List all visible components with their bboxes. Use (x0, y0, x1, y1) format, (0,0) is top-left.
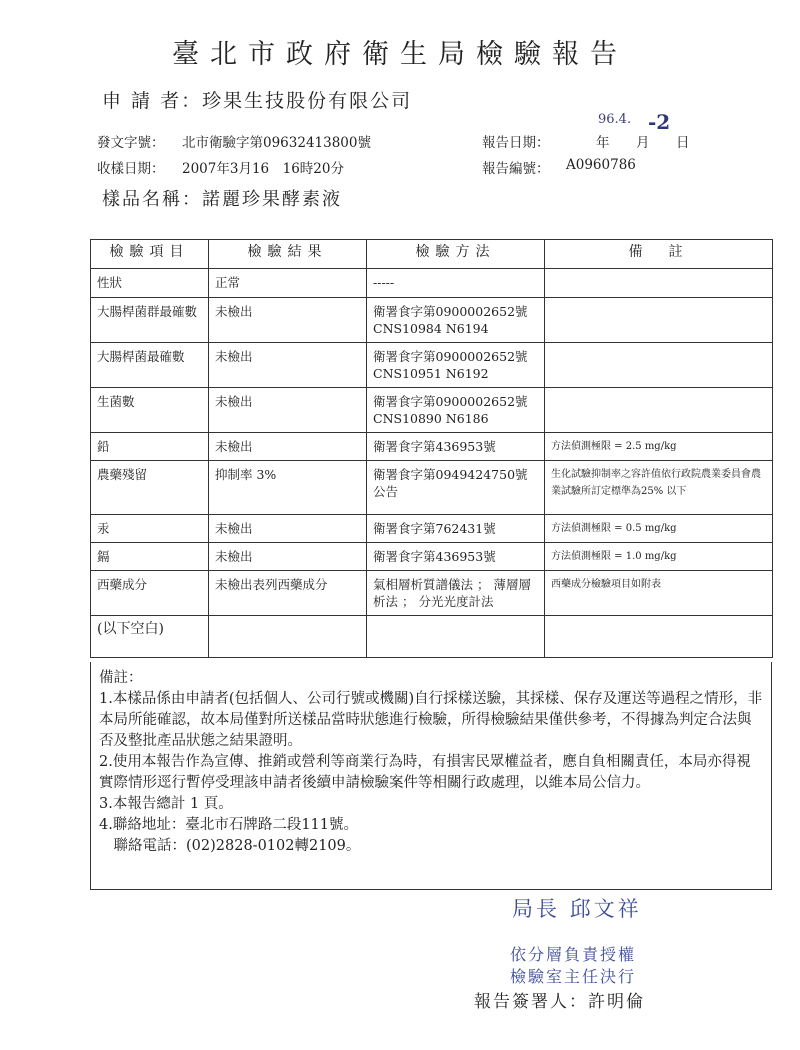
report-date-label: 報告日期： (482, 135, 550, 151)
row-item: 鉛 (91, 433, 209, 461)
row-result: 未檢出 (209, 388, 367, 433)
row-note: 生化試驗抑制率之容許值依行政院農業委員會農業試驗所訂定標準為25% 以下 (545, 461, 773, 515)
table-row (91, 269, 773, 298)
row-note (545, 269, 773, 298)
remark-item: 2.使用本報告作為宣傳、推銷或營利等商業行為時，有損害民眾權益者，應自負相關責任，本局亦得視實際情形逕行暫停受理該申請者後續申請檢驗案件等相關行政處理，以維本局公信力。 (99, 754, 751, 791)
row-note: 方法偵測極限 = 1.0 mg/kg (545, 543, 773, 571)
delegation-stamp-line2: 檢驗室主任決行 (510, 967, 637, 986)
remarks-heading: 備註： (99, 670, 143, 686)
results-table (90, 239, 773, 658)
row-method: 氣相層析質譜儀法 ； 薄層層析法 ； 分光光度計法 (367, 571, 545, 616)
director-stamp: 局長 邱文祥 (512, 897, 642, 921)
row-item: 生菌數 (91, 388, 209, 433)
row-result: 未檢出 (209, 343, 367, 388)
row-method: 衛署食字第0900002652號 CNS10890 N6186 (367, 388, 545, 433)
remarks-box (90, 662, 772, 890)
report-number: A0960786 (566, 157, 636, 173)
row-method: ----- (367, 269, 545, 298)
report-signer: 報告簽署人：許明倫 (474, 992, 645, 1012)
row-item: 性狀 (91, 269, 209, 298)
row-note (545, 388, 773, 433)
row-result: 未檢出 (209, 543, 367, 571)
row-method: 衛署食字第762431號 (367, 515, 545, 543)
row-result (209, 616, 367, 658)
date-stamp-year-month: 96.4. (598, 112, 632, 127)
row-note: 西藥成分檢驗項目如附表 (545, 571, 773, 616)
table-row (91, 616, 773, 658)
header-method: 檢驗方法 (367, 240, 545, 269)
doc-number-label: 發文字號： (97, 135, 165, 151)
sample-name: 樣品名稱：諾麗珍果酵素液 (102, 189, 342, 210)
report-date-month: 月 (636, 135, 650, 151)
date-stamp-day: -2 (648, 110, 671, 134)
doc-number: 北市衛驗字第09632413800號 (182, 135, 371, 151)
remark-item: 1.本樣品係由申請者(包括個人、公司行號或機關)自行採樣送驗，其採樣、保存及運送等過程之情形，非本局所能確認，故本局僅對所送樣品當時狀態進行檢驗，所得檢驗結果僅供參考，不得據為判定合法與否及整批產品狀態之結果證明。 (99, 691, 763, 749)
row-result: 正常 (209, 269, 367, 298)
row-item: 鎘 (91, 543, 209, 571)
row-item: 汞 (91, 515, 209, 543)
row-method: 衛署食字第436953號 (367, 433, 545, 461)
row-method: 衛署食字第0949424750號公告 (367, 461, 545, 515)
row-item: 大腸桿菌群最確數 (91, 298, 209, 343)
header-result: 檢驗結果 (209, 240, 367, 269)
row-result: 抑制率 3% (209, 461, 367, 515)
remark-item: 聯絡電話：(02)2828-0102轉2109。 (99, 838, 361, 854)
report-title: 臺北市政府衛生局檢驗報告 (172, 39, 628, 70)
header-item: 檢驗項目 (91, 240, 209, 269)
received-date: 2007年3月16 16時20分 (182, 161, 344, 177)
table-row (91, 298, 773, 343)
row-item: (以下空白) (91, 616, 209, 658)
row-note (545, 298, 773, 343)
table-row (91, 515, 773, 543)
row-note: 方法偵測極限 = 0.5 mg/kg (545, 515, 773, 543)
table-header-row (91, 240, 773, 269)
row-method: 衛署食字第0900002652號 CNS10984 N6194 (367, 298, 545, 343)
row-item: 西藥成分 (91, 571, 209, 616)
row-result: 未檢出 (209, 515, 367, 543)
row-note (545, 343, 773, 388)
table-row (91, 388, 773, 433)
table-row (91, 343, 773, 388)
report-date-day: 日 (676, 135, 690, 151)
applicant: 申 請 者：珍果生技股份有限公司 (102, 90, 413, 112)
table-row (91, 461, 773, 515)
received-date-label: 收樣日期： (97, 161, 165, 177)
row-item: 大腸桿菌最確數 (91, 343, 209, 388)
row-result: 未檢出 (209, 433, 367, 461)
row-method: 衛署食字第436953號 (367, 543, 545, 571)
report-number-label: 報告編號： (482, 161, 550, 177)
row-note (545, 616, 773, 658)
header-note: 備 註 (545, 240, 773, 269)
remark-item: 4.聯絡地址：臺北市石牌路二段111號。 (99, 817, 359, 833)
row-note: 方法偵測極限 = 2.5 mg/kg (545, 433, 773, 461)
row-result: 未檢出表列西藥成分 (209, 571, 367, 616)
row-method: 衛署食字第0900002652號 CNS10951 N6192 (367, 343, 545, 388)
row-method (367, 616, 545, 658)
table-row (91, 571, 773, 616)
row-item: 農藥殘留 (91, 461, 209, 515)
delegation-stamp-line1: 依分層負責授權 (510, 945, 637, 964)
report-date-year: 年 (596, 135, 610, 151)
table-row (91, 543, 773, 571)
table-row (91, 433, 773, 461)
row-result: 未檢出 (209, 298, 367, 343)
remark-item: 3.本報告總計 1 頁。 (99, 796, 233, 812)
